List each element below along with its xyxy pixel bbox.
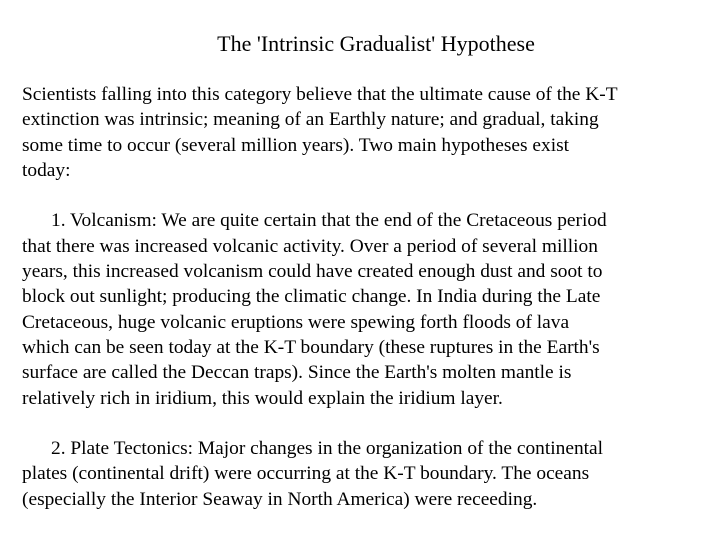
document-body — [22, 82, 712, 512]
volcanism-line: relatively rich in iridium, this would explain the iridium layer. — [22, 387, 503, 409]
volcanism-line: block out sunlight; producing the climatic change. In India during the Late — [22, 286, 601, 308]
intro-line: some time to occur (several million years). Two main hypotheses exist — [22, 134, 570, 156]
intro-paragraph — [22, 82, 712, 183]
volcanism-line: years, this increased volcanism could have created enough dust and soot to — [22, 261, 603, 283]
volcanism-line: 1. Volcanism: We are quite certain that the end of the Cretaceous period — [51, 210, 607, 232]
volcanism-line: surface are called the Deccan traps). Since the Earth's molten mantle is — [22, 362, 572, 384]
intro-line: Scientists falling into this category believe that the ultimate cause of the K-T — [22, 84, 618, 105]
plate-tectonics-line: plates (continental drift) were occurring at the K-T boundary. The oceans — [22, 463, 590, 485]
plate-tectonics-paragraph — [22, 436, 712, 512]
plate-tectonics-line: 2. Plate Tectonics: Major changes in the organization of the continental — [51, 438, 604, 460]
volcanism-line: which can be seen today at the K-T boundary (these ruptures in the Earth's — [22, 336, 600, 358]
intro-line: today: — [22, 159, 71, 181]
page-title: The 'Intrinsic Gradualist' Hypothese — [217, 31, 535, 56]
volcanism-line: Cretaceous, huge volcanic eruptions were spewing forth floods of lava — [22, 311, 570, 333]
volcanism-line: that there was increased volcanic activity. Over a period of several million — [22, 235, 598, 257]
volcanism-paragraph — [22, 208, 712, 410]
intro-line: extinction was intrinsic; meaning of an Earthly nature; and gradual, taking — [22, 109, 599, 131]
plate-tectonics-line: (especially the Interior Seaway in North America) were receeding. — [22, 488, 538, 510]
